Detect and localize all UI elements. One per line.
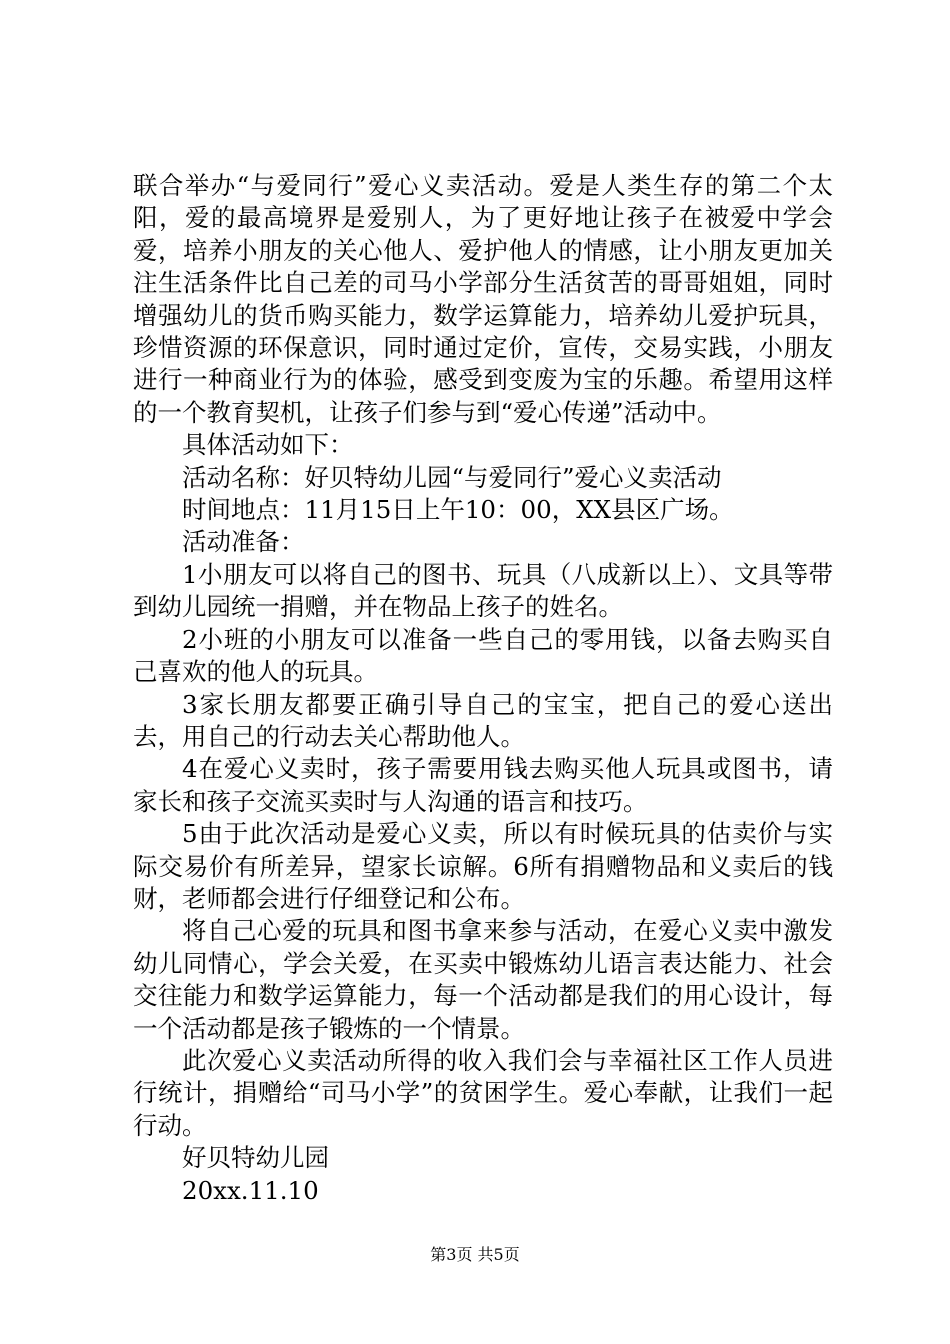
paragraph-activity-heading: 具体活动如下： [182,430,354,460]
paragraph-activity-name: 活动名称：好贝特幼儿园“与爱同行”爱心义卖活动 [182,462,722,492]
paragraph-item-4: 4在爱心义卖时，孩子需要用钱去购买他人玩具或图书，请家长和孩子交流买卖时与人沟通的语言和技巧。 [133,754,833,816]
document-body [133,170,833,1207]
signature-date: 20xx.11.10 [182,1175,319,1205]
paragraph-item-2: 2小班的小朋友可以准备一些自己的零用钱，以备去购买自己喜欢的他人的玩具。 [133,624,833,687]
paragraph-item-5-6: 5由于此次活动是爱心义卖，所以有时候玩具的估卖价与实际交易价有所差异，望家长谅解。6所有捐赠物品和义卖后的钱财，老师都会进行仔细登记和公布。 [133,819,833,913]
paragraph-purpose: 将自己心爱的玩具和图书拿来参与活动，在爱心义卖中激发幼儿同情心，学会关爱，在买卖中锻炼幼儿语言表达能力、社会交往能力和数学运算能力，每一个活动都是我们的用心设计，每一个活动都是孩子锻炼的一个情景。 [133,916,833,1043]
signature-organization: 好贝特幼儿园 [182,1143,329,1173]
paragraph-donation: 此次爱心义卖活动所得的收入我们会与幸福社区工作人员进行统计，捐赠给“司马小学”的贫困学生。爱心奉献，让我们一起行动。 [133,1045,833,1140]
paragraph-time-place: 时间地点：11月15日上午10：00，XX县区广场。 [182,495,734,525]
paragraph-item-3: 3家长朋友都要正确引导自己的宝宝，把自己的爱心送出去，用自己的行动去关心帮助他人。 [133,689,833,751]
paragraph-preparation-heading: 活动准备： [182,527,305,557]
paragraph-intro: 联合举办“与爱同行”爱心义卖活动。爱是人类生存的第二个太阳，爱的最高境界是爱别人，为了更好地让孩子在被爱中学会爱，培养小朋友的关心他人、爱护他人的情感，让小朋友更加关注生活条件比自己差的司马小学部分生活贫苦的哥哥姐姐，同时增强幼儿的货币购买能力，数学运算能力，培养幼儿爱护玩具，珍惜资源的环保意识，同时通过定价，宣传，交易实践，小朋友进行一种商业行为的体验，感受到变废为宝的乐趣。希望用这样的一个教育契机，让孩子们参与到“爱心传递”活动中。 [133,171,833,427]
page-footer: 第3页 共5页 [430,1245,520,1264]
paragraph-item-1: 1小朋友可以将自己的图书、玩具（八成新以上）、文具等带到幼儿园统一捐赠，并在物品上孩子的姓名。 [133,559,833,622]
